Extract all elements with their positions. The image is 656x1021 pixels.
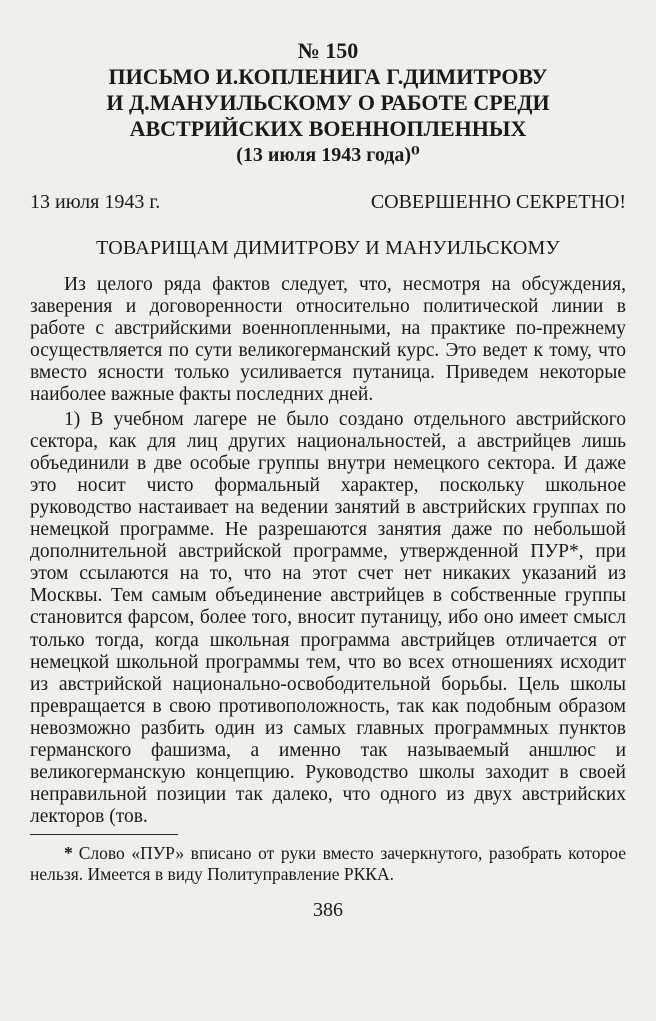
- addressee: ТОВАРИЩАМ ДИМИТРОВУ И МАНУИЛЬСКОМУ: [96, 237, 560, 259]
- title-line-1: ПИСЬМО И.КОПЛЕНИГА Г.ДИМИТРОВУ: [108, 64, 548, 89]
- classification-mark: СОВЕРШЕННО СЕКРЕТНО!: [370, 191, 626, 213]
- footnote-text: Слово «ПУР» вписано от руки вместо зачеркнутого, разобрать которое нельзя. Имеется в виду Политуправление РККА.: [30, 843, 626, 885]
- footnote-mark: *: [64, 843, 73, 864]
- document-number: № 150: [297, 38, 359, 63]
- footnote: [30, 843, 626, 885]
- document-subtitle: (13 июля 1943 года)⁰: [236, 144, 420, 166]
- paragraph-1: Из целого ряда фактов следует, что, несмотря на обсуждения, заверения и договоренности относительно политической линии в работе с австрийскими военнопленными, на практике по-прежнему осуществляется по сути великогерманский курс. Это ведет к тому, что вместо ясности только усиливается путаница. Приведем некоторые наиболее важные факты последних дней.: [30, 274, 626, 406]
- letter-date: 13 июля 1943 г.: [30, 191, 161, 213]
- letter-body: [30, 274, 626, 828]
- paragraph-2: 1) В учебном лагере не было создано отдельного австрийского сектора, как для лиц других национальностей, а австрийцев лишь объединили в две особые группы внутри немецкого сектора. И даже это носит чисто формальный характер, поскольку школьное руководство настаивает на ведении занятий в австрийских группах по немецкой программе. Не разрешаются занятия даже по небольшой дополнительной австрийской программе, утвержденной ПУР*, при этом ссылаются на то, что на этот счет нет никаких указаний из Москвы. Тем самым объединение австрийцев в собственные группы становится фарсом, более того, вносит путаницу, ибо оно имеет смысл только тогда, когда школьная программа австрийцев отличается от немецкой школьной программы тем, что во всех отношениях исходит из австрийской национально-освободительной борьбы. Цель школы превращается в свою противоположность, так как подобным образом невозможно разбить один из самых главных программных пунктов германского фашизма, а именно так называемый аншлюс и великогерманскую концепцию. Руководство школы заходит в своей неправильной позиции так далеко, что одного из двух австрийских лекторов (тов.: [30, 408, 626, 828]
- footnote-divider: [30, 834, 178, 835]
- document-header: [30, 38, 626, 168]
- title-line-3: АВСТРИЙСКИХ ВОЕННОПЛЕННЫХ: [129, 116, 527, 141]
- title-line-2: И Д.МАНУИЛЬСКОМУ О РАБОТЕ СРЕДИ: [106, 90, 550, 115]
- dateline: [30, 190, 626, 214]
- page-number: 386: [313, 899, 343, 922]
